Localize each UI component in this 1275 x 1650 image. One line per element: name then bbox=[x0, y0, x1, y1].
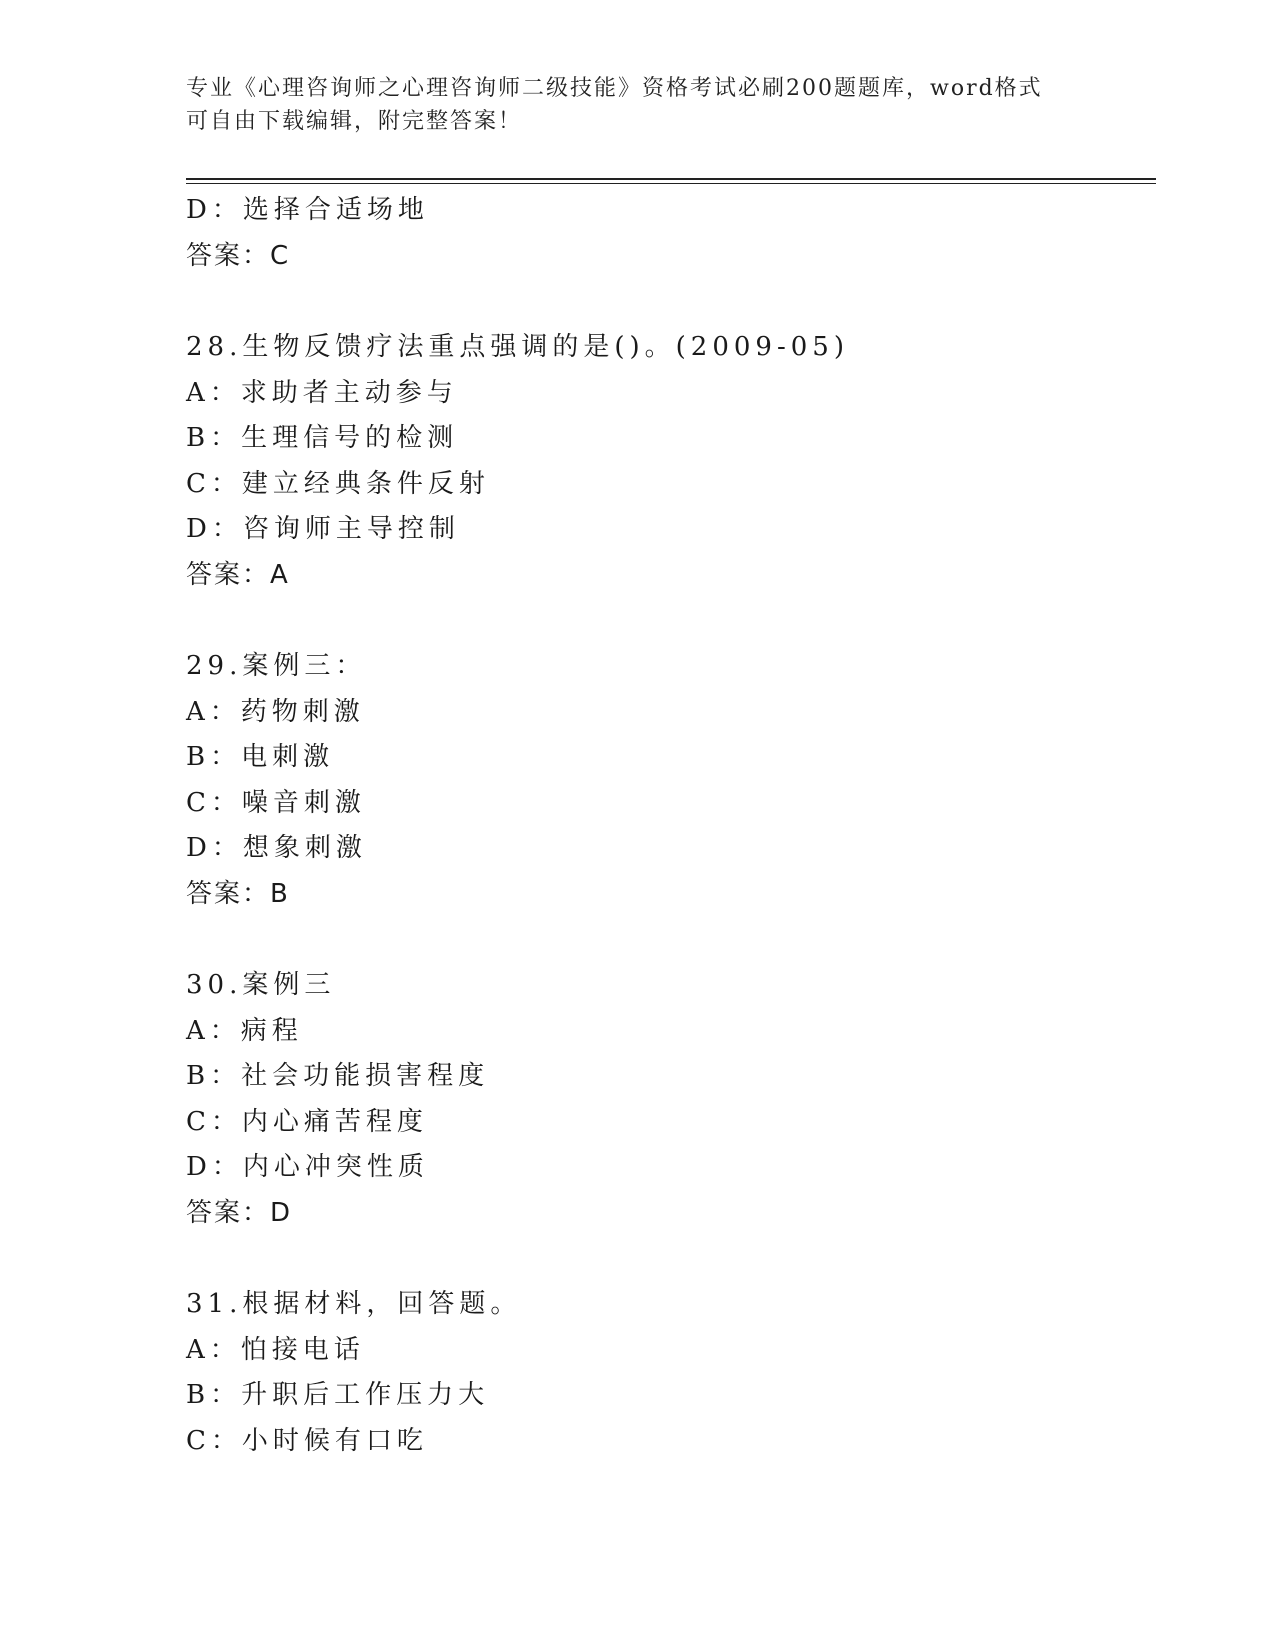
option-line: A：求助者主动参与 bbox=[186, 377, 458, 408]
option-line: B：生理信号的检测 bbox=[186, 423, 459, 453]
option-line: D：咨询师主导控制 bbox=[186, 514, 460, 544]
answer-line: 答案：B bbox=[186, 878, 290, 909]
option-line: B：升职后工作压力大 bbox=[186, 1380, 490, 1410]
blank-line bbox=[186, 279, 1156, 325]
blank-line bbox=[186, 1236, 1156, 1282]
option-line: C：建立经典条件反射 bbox=[186, 468, 490, 499]
header-rule-thick bbox=[186, 178, 1156, 180]
option-line: A：怕接电话 bbox=[186, 1334, 365, 1365]
answer-line: 答案：D bbox=[186, 1197, 293, 1228]
option-line: B：电刺激 bbox=[186, 742, 335, 772]
option-line: C：内心痛苦程度 bbox=[186, 1106, 428, 1137]
option-line: D：内心冲突性质 bbox=[186, 1152, 429, 1182]
blank-line bbox=[186, 917, 1156, 963]
option-line: A：病程 bbox=[186, 1015, 303, 1046]
option-line: D：选择合适场地 bbox=[186, 195, 429, 225]
option-line: C：噪音刺激 bbox=[186, 787, 366, 818]
question-stem: 31.根据材料，回答题。 bbox=[186, 1289, 522, 1319]
question-stem: 29.案例三： bbox=[186, 651, 367, 681]
header-line-1: 专业《心理咨询师之心理咨询师二级技能》资格考试必刷200题题库，word格式 bbox=[186, 76, 1043, 101]
answer-line: 答案：A bbox=[186, 559, 290, 590]
option-line: D：想象刺激 bbox=[186, 833, 367, 863]
header-rule-thin bbox=[186, 183, 1156, 184]
answer-line: 答案：C bbox=[186, 240, 291, 271]
header-line-2: 可自由下载编辑，附完整答案！ bbox=[186, 109, 523, 134]
option-line: A：药物刺激 bbox=[186, 696, 365, 727]
document-header bbox=[186, 72, 1086, 138]
question-stem: 28.生物反馈疗法重点强调的是()。(2009-05) bbox=[186, 332, 849, 362]
question-stem: 30.案例三 bbox=[186, 970, 336, 1000]
option-line: C：小时候有口吃 bbox=[186, 1425, 428, 1456]
option-line: B：社会功能损害程度 bbox=[186, 1061, 490, 1091]
blank-line bbox=[186, 598, 1156, 644]
question-list bbox=[186, 188, 1156, 1464]
